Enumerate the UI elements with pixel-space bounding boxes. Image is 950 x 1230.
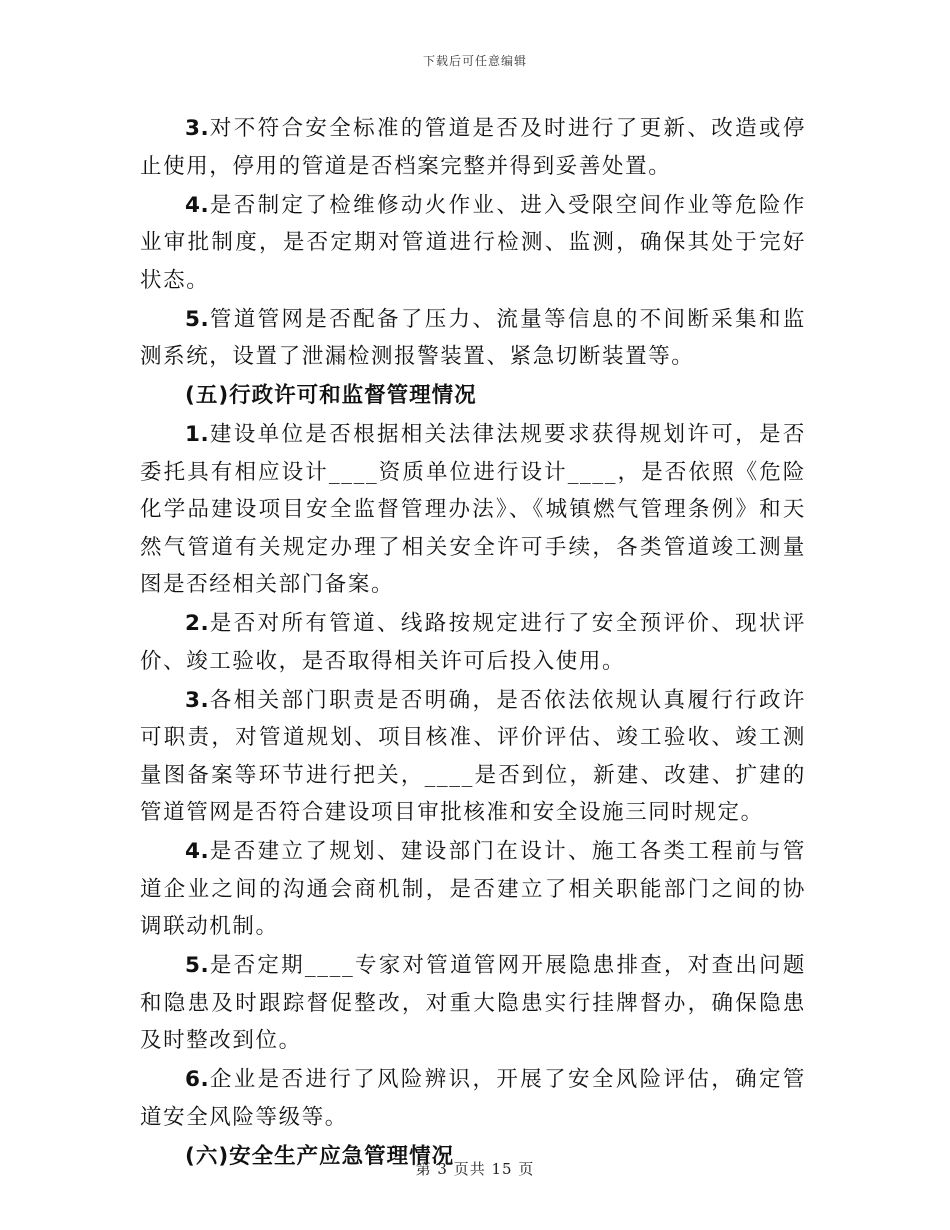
item-number: 1. xyxy=(185,422,210,447)
paragraph xyxy=(140,301,806,376)
paragraph-text: 是否对所有管道、线路按规定进行了安全预评价、现状评价、竣工验收，是否取得相关许可后投入使用。 xyxy=(140,611,806,674)
item-number: 5. xyxy=(185,953,210,978)
section-heading: (五)行政许可和监督管理情况 xyxy=(185,383,477,408)
paragraph xyxy=(140,947,806,1060)
paragraph xyxy=(140,1061,806,1136)
paragraph-text: 企业是否进行了风险辨识，开展了安全风险评估，确定管道安全风险等级等。 xyxy=(140,1067,806,1130)
item-number: 2. xyxy=(185,611,210,636)
paragraph-text: 对不符合安全标准的管道是否及时进行了更新、改造或停止使用，停用的管道是否档案完整并得到妥善处置。 xyxy=(140,116,806,179)
page-footer: 第 3 页共 15 页 xyxy=(415,1160,535,1178)
section-heading: (六)安全生产应急管理情况 xyxy=(185,1143,455,1169)
item-number: 3. xyxy=(185,116,210,141)
item-number: 4. xyxy=(185,192,210,218)
paragraph xyxy=(140,605,806,680)
paragraph-text: 是否建立了规划、建设部门在设计、施工各类工程前与管道企业之间的沟通会商机制，是否建立了相关职能部门之间的协调联动机制。 xyxy=(140,839,806,939)
paragraph xyxy=(140,110,806,185)
paragraph-text: 建设单位是否根据相关法律法规要求获得规划许可，是否委托具有相应设计____资质单位进行设计____，是否依照《危险化学品建设项目安全监督管理办法》、《城镇燃气管理条例》和天然气管道有关规定办理了相关安全许可手续，各类管道竣工测量图是否经相关部门备案。 xyxy=(140,422,806,597)
paragraph-text: 各相关部门职责是否明确，是否依法依规认真履行行政许可职责，对管道规划、项目核准、评价评估、竣工验收、竣工测量图备案等环节进行把关，____是否到位，新建、改建、扩建的管道管网是否符合建设项目审批核准和安全设施三同时规定。 xyxy=(140,687,806,825)
paragraph-text: 管道管网是否配备了压力、流量等信息的不间断采集和监测系统，设置了泄漏检测报警装置、紧急切断装置等。 xyxy=(140,306,806,369)
paragraph xyxy=(140,833,806,946)
paragraph xyxy=(140,416,806,604)
paragraph xyxy=(140,187,806,300)
paragraph-text: 是否定期____专家对管道管网开展隐患排查，对查出问题和隐患及时跟踪督促整改，对重大隐患实行挂牌督办，确保隐患及时整改到位。 xyxy=(140,953,806,1053)
item-number: 3. xyxy=(185,687,210,713)
document-body xyxy=(140,110,806,1177)
paragraph-text: 是否制定了检维修动火作业、进入受限空间作业等危险作业审批制度，是否定期对管道进行检测、监测，确保其处于完好状态。 xyxy=(140,192,806,293)
item-number: 5. xyxy=(185,306,210,332)
page-header: 下载后可任意编辑 xyxy=(422,54,527,68)
item-number: 4. xyxy=(185,839,210,864)
paragraph xyxy=(140,682,806,832)
item-number: 6. xyxy=(185,1067,210,1092)
